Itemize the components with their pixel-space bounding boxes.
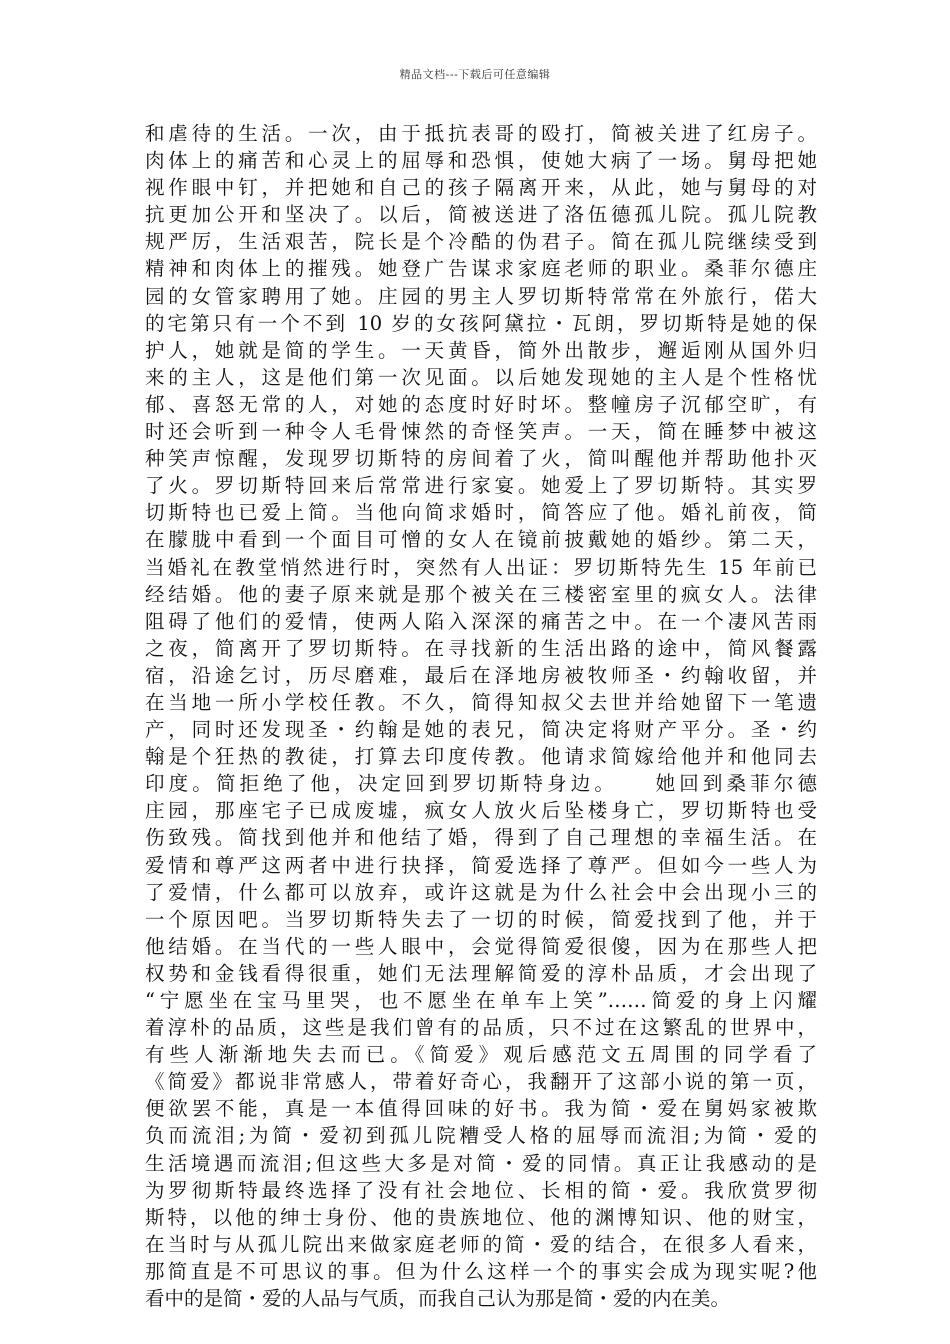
text-line: 精神和肉体上的摧残。她登广告谋求家庭老师的职业。桑菲尔德庄 — [145, 257, 817, 281]
text-line: 在朦胧中看到一个面目可憎的女人在镜前披戴她的婚纱。第二天， — [145, 528, 817, 552]
text-line: 规严厉，生活艰苦，院长是个冷酷的伪君子。简在孤儿院继续受到 — [145, 230, 817, 254]
text-line: 的宅第只有一个不到 10 岁的女孩阿黛拉・瓦朗，罗切斯特是她的保 — [145, 311, 817, 335]
text-line: 时还会听到一种令人毛骨悚然的奇怪笑声。一天，简在睡梦中被这 — [145, 420, 817, 444]
text-line: 生活境遇而流泪;但这些大多是对简・爱的同情。真正让我感动的是 — [145, 1151, 817, 1175]
text-line: 有些人渐渐地失去而已。《简爱》观后感范文五周围的同学看了 — [145, 1043, 817, 1067]
text-line: 爱情和尊严这两者中进行抉择，简爱选择了尊严。但如今一些人为 — [145, 853, 817, 877]
body-text — [145, 120, 817, 1312]
text-line: 斯特，以他的绅士身份、他的贵族地位、他的渊博知识、他的财宝， — [145, 1205, 817, 1229]
page-header: 精品文档---下载后可任意编辑 — [399, 68, 551, 81]
text-line: 来的主人，这是他们第一次见面。以后她发现她的主人是个性格忧 — [145, 365, 817, 389]
text-line: 权势和金钱看得很重，她们无法理解简爱的淳朴品质，才会出现了 — [145, 961, 817, 985]
text-line: 经结婚。他的妻子原来就是那个被关在三楼密室里的疯女人。法律 — [145, 582, 817, 606]
text-line: 庄园，那座宅子已成废墟，疯女人放火后坠楼身亡，罗切斯特也受 — [145, 799, 817, 823]
text-line: 种笑声惊醒，发现罗切斯特的房间着了火，简叫醒他并帮助他扑灭 — [145, 447, 817, 471]
text-line: 和虐待的生活。一次，由于抵抗表哥的殴打，简被关进了红房子。 — [145, 122, 817, 145]
text-line: 了爱情，什么都可以放弃，或许这就是为什么社会中会出现小三的 — [145, 880, 817, 904]
text-line: 翰是个狂热的教徒，打算去印度传教。他请求简嫁给他并和他同去 — [145, 745, 817, 769]
text-line: 宿，沿途乞讨，历尽磨难，最后在泽地房被牧师圣・约翰收留，并 — [145, 663, 817, 687]
text-line: 肉体上的痛苦和心灵上的屈辱和恐惧，使她大病了一场。舅母把她 — [145, 149, 817, 173]
text-line: 阻碍了他们的爱情，使两人陷入深深的痛苦之中。在一个凄风苦雨 — [145, 609, 817, 633]
text-line: 在当地一所小学校任教。不久，简得知叔父去世并给她留下一笔遗 — [145, 690, 817, 714]
text-line: 着淳朴的品质，这些是我们曾有的品质，只不过在这繁乱的世界中， — [145, 1016, 817, 1040]
text-line: “宁愿坐在宝马里哭，也不愿坐在单车上笑”……简爱的身上闪耀 — [145, 989, 817, 1012]
text-line: 看中的是简・爱的人品与气质，而我自己认为那是简・爱的内在美。 — [145, 1287, 731, 1311]
text-line: 护人，她就是简的学生。一天黄昏，简外出散步，邂逅刚从国外归 — [145, 338, 817, 362]
text-line: 《简爱》都说非常感人，带着好奇心，我翻开了这部小说的第一页， — [145, 1070, 817, 1094]
text-line: 视作眼中钉，并把她和自己的孩子隔离开来，从此，她与舅母的对 — [145, 176, 817, 200]
text-line: 负而流泪;为简・爱初到孤儿院糟受人格的屈辱而流泪;为简・爱的 — [145, 1124, 817, 1148]
text-line: 当婚礼在教堂悄然进行时，突然有人出证：罗切斯特先生 15 年前已 — [145, 555, 817, 579]
text-line: 郁、喜怒无常的人，对她的态度时好时坏。整幢房子沉郁空旷，有 — [145, 392, 817, 416]
text-line: 园的女管家聘用了她。庄园的男主人罗切斯特常常在外旅行，偌大 — [145, 284, 817, 308]
text-line: 一个原因吧。当罗切斯特失去了一切的时候，简爱找到了他，并于 — [145, 907, 817, 931]
text-line: 在当时与从孤儿院出来做家庭老师的简・爱的结合，在很多人看来， — [145, 1232, 817, 1256]
text-line: 伤致残。简找到他并和他结了婚，得到了自己理想的幸福生活。在 — [145, 826, 817, 850]
text-line: 抗更加公开和坚决了。以后，简被送进了洛伍德孤儿院。孤儿院教 — [145, 203, 817, 227]
text-line: 为罗彻斯特最终选择了没有社会地位、长相的简・爱。我欣赏罗彻 — [145, 1178, 817, 1202]
text-line: 产，同时还发现圣・约翰是她的表兄，简决定将财产平分。圣・约 — [145, 718, 817, 742]
text-line: 切斯特也已爱上简。当他向简求婚时，简答应了他。婚礼前夜，简 — [145, 501, 817, 525]
text-line: 了火。罗切斯特回来后常常进行家宴。她爱上了罗切斯特。其实罗 — [145, 474, 817, 498]
text-line: 之夜，简离开了罗切斯特。在寻找新的生活出路的途中，简风餐露 — [145, 636, 817, 660]
text-line: 便欲罢不能，真是一本值得回味的好书。我为简・爱在舅妈家被欺 — [145, 1097, 817, 1121]
text-line: 那简直是不可思议的事。但为什么这样一个的事实会成为现实呢?他 — [145, 1259, 817, 1283]
text-line: 印度。简拒绝了他，决定回到罗切斯特身边。 她回到桑菲尔德 — [145, 772, 817, 796]
text-line: 他结婚。在当代的一些人眼中，会觉得简爱很傻，因为在那些人把 — [145, 934, 817, 958]
